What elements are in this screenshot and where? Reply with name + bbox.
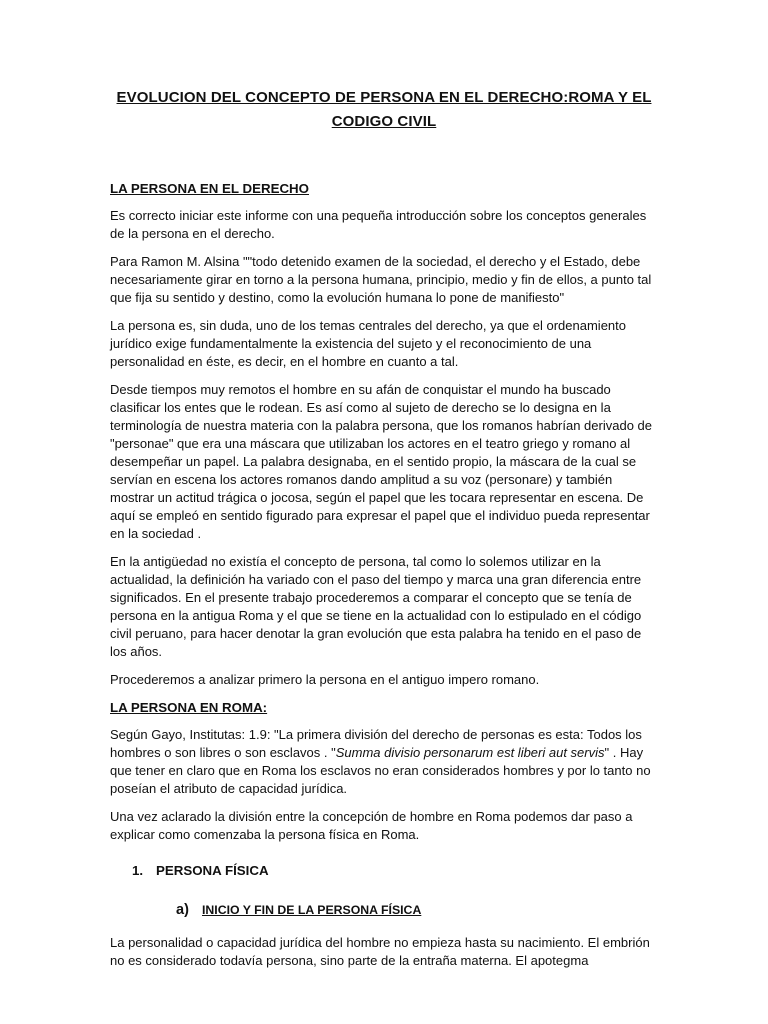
latin-quote: Summa divisio personarum est liberi aut servis bbox=[335, 745, 605, 760]
paragraph: La persona es, sin duda, uno de los temas centrales del derecho, ya que el ordenamiento jurídico exige fundamentalmente la existencia del sujeto y el reconocimiento de una personalidad en éste, es decir, en el hombre en cuanto a tal. bbox=[110, 318, 627, 369]
list-letter: a) bbox=[176, 902, 189, 918]
lettered-heading-inicio-fin bbox=[176, 902, 658, 918]
paragraph-gayo-quote bbox=[110, 726, 658, 798]
list-label: INICIO Y FIN DE LA PERSONA FÍSICA bbox=[202, 903, 422, 917]
section-heading-persona-roma: LA PERSONA EN ROMA: bbox=[110, 700, 268, 715]
list-number: 1. bbox=[132, 863, 144, 878]
paragraph: Una vez aclarado la división entre la concepción de hombre en Roma podemos dar paso a explicar como comenzaba la persona física en Roma. bbox=[110, 809, 633, 842]
paragraph: En la antigüedad no existía el concepto de persona, tal como lo solemos utilizar en la actualidad, la definición ha variado con el paso del tiempo y marca una gran diferencia entre significados. En el presente trabajo procederemos a comparar el concepto que se tenía de persona en la antigua Roma y el que se tiene en la actualidad con lo estipulado en el código civil peruano, para hacer denotar la gran evolución que esta palabra ha tenido en el paso de los años. bbox=[110, 554, 642, 659]
paragraph: Procederemos a analizar primero la persona en el antiguo impero romano. bbox=[110, 672, 540, 687]
paragraph: La personalidad o capacidad jurídica del hombre no empieza hasta su nacimiento. El embrión no es considerado todavía persona, sino parte de la entraña materna. El apotegma bbox=[110, 935, 650, 968]
section-heading-persona-derecho: LA PERSONA EN EL DERECHO bbox=[110, 181, 309, 196]
paragraph: Desde tiempos muy remotos el hombre en su afán de conquistar el mundo ha buscado clasificar los entes que le rodean. Es así como al sujeto de derecho se lo designa en la terminología de nuestra materia con la palabra persona, que los romanos habrían derivado de "personae" que era una máscara que utilizaban los actores en el teatro griego y romano al desempeñar un papel. La palabra designaba, en el sentido propio, la máscara de la cual se servían en escena los actores romanos dando amplitud a su voz (personare) y también mostrar un actitud trágica o jocosa, según el papel que les tocara representar en escena. De aquí se empleó en sentido figurado para expresar el papel que el individuo pueda representar en la sociedad . bbox=[110, 382, 653, 541]
quote-text-continued: " . Hay que tener en claro que en Roma los esclavos no eran considerados hombres y por lo tanto no poseían el atributo de capacidad jurídica. bbox=[110, 745, 651, 796]
paragraph: Para Ramon M. Alsina ""todo detenido examen de la sociedad, el derecho y el Estado, debe necesariamente girar en torno a la persona humana, principio, medio y fin de ellos, a punto tal que fija su sentido y destino, como la evolución humana lo pone de manifiesto" bbox=[110, 254, 652, 305]
numbered-heading-persona-fisica bbox=[132, 862, 658, 880]
paragraph: Es correcto iniciar este informe con una pequeña introducción sobre los conceptos generales de la persona en el derecho. bbox=[110, 208, 647, 241]
document-title: EVOLUCION DEL CONCEPTO DE PERSONA EN EL DERECHO:ROMA Y EL CODIGO CIVIL bbox=[116, 89, 652, 130]
list-label: PERSONA FÍSICA bbox=[156, 863, 269, 878]
quote-text: Según Gayo, Institutas: 1.9: "La primera división del derecho de personas es esta: Todos los hombres o son libres o son esclavos . " bbox=[110, 727, 642, 760]
document-content bbox=[110, 86, 658, 980]
